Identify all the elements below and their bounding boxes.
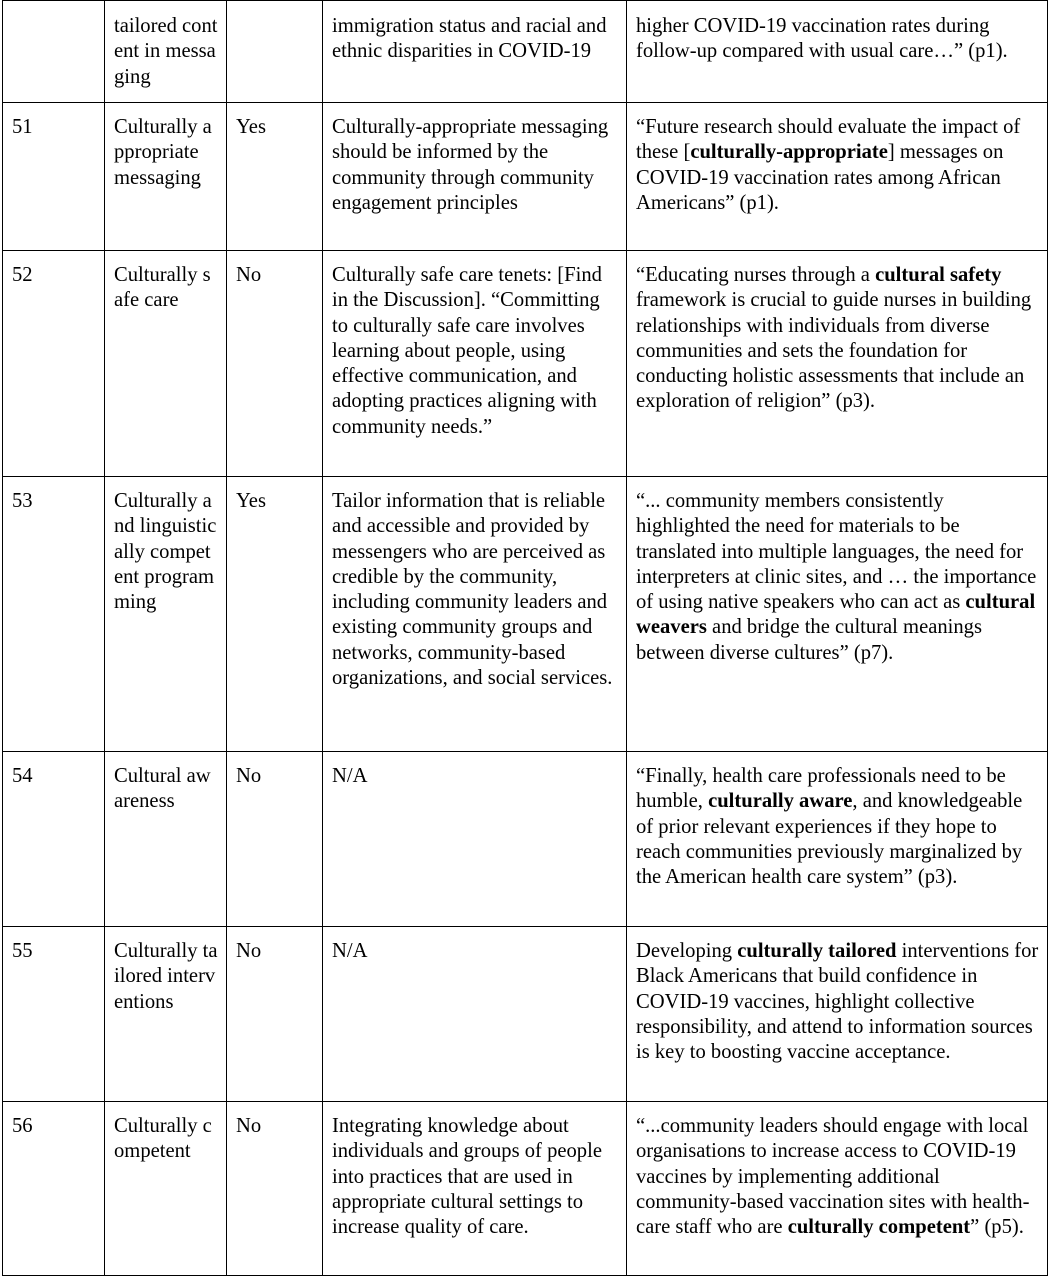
term-cell: Culturally and linguistically competent programming [105,477,227,752]
quote-emphasis: cultural weavers [636,591,1036,639]
quote-emphasis: culturally competent [787,1216,971,1239]
quote-text: “...community leaders should engage with local organisations to increase access to COVID-19 vaccines by implementing additional community-based vaccination sites with health-care staff who are [636,1115,1030,1239]
quote-text: interventions for Black Americans that build confidence in COVID-19 vaccines, highlight collective responsibility, and attend to information sources is key to boosting vaccine acceptance. [636,940,1039,1064]
defined-cell [227,1,323,103]
quote-cell [627,251,1048,477]
quote-emphasis: cultural safety [875,264,1002,286]
table-row [3,251,1048,477]
row-number-cell: 56 [3,1102,105,1276]
quote-cell [627,927,1048,1102]
definition-cell: Tailor information that is reliable and accessible and provided by messengers who are perceived as credible by the community, including community leaders and existing community groups and networks, community-based organizations, and social services. [323,477,627,752]
definition-cell: Integrating knowledge about individuals and groups of people into practices that are used in appropriate cultural settings to increase quality of care. [323,1102,627,1276]
quote-cell [627,752,1048,927]
row-number-cell: 52 [3,251,105,477]
quote-text: higher COVID-19 vaccination rates during follow-up compared with usual care…” (p1). [636,15,1008,63]
definition-cell: immigration status and racial and ethnic disparities in COVID-19 [323,1,627,103]
table-row [3,752,1048,927]
row-number-cell: 51 [3,103,105,251]
row-number-cell: 54 [3,752,105,927]
definition-cell: Culturally safe care tenets: [Find in the Discussion]. “Committing to culturally safe care involves learning about people, using effective communication, and adopting practices aligning with community needs.” [323,251,627,477]
terms-table [2,0,1048,1276]
defined-cell: No [227,927,323,1102]
defined-cell: No [227,752,323,927]
quote-cell [627,1,1048,103]
quote-text: , and knowledgeable of prior relevant experiences if they hope to reach communities previously marginalized by the American health care system” (p3). [636,790,1023,889]
quote-text: and bridge the cultural meanings between diverse cultures” (p7). [636,616,982,664]
definition-cell: N/A [323,752,627,927]
definition-cell: Culturally-appropriate messaging should be informed by the community through community engagement principles [323,103,627,251]
row-number-cell: 53 [3,477,105,752]
definition-cell: N/A [323,927,627,1102]
term-cell: Culturally safe care [105,251,227,477]
quote-cell [627,1102,1048,1276]
quote-text: “Educating nurses through a [636,264,876,286]
term-cell: Culturally appropriate messaging [105,103,227,251]
row-number-cell [3,1,105,103]
quote-text: framework is crucial to guide nurses in building relationships with individuals from diverse communities and sets the foundation for conducting holistic assessments that include an exploration of religion” (p3). [636,289,1032,413]
terms-table-body [3,1,1048,1276]
quote-text: “... community members consistently highlighted the need for materials to be translated into multiple languages, the need for interpreters at clinic sites, and … the importance of using native speakers who can act as [636,490,1037,614]
quote-text: “Finally, health care professionals need to be humble, [636,765,1006,813]
term-cell: Culturally competent [105,1102,227,1276]
quote-text: ] messages on COVID-19 vaccination rates among African Americans” (p1). [636,141,1004,214]
quote-text: ” (p5). [970,1216,1024,1239]
table-row [3,477,1048,752]
row-number-cell: 55 [3,927,105,1102]
term-cell: tailored content in messaging [105,1,227,103]
defined-cell: Yes [227,103,323,251]
table-row [3,1102,1048,1276]
quote-cell [627,103,1048,251]
quote-text: “Future research should evaluate the impact of these [ [636,116,1021,164]
quote-emphasis: culturally tailored [737,940,897,962]
defined-cell: Yes [227,477,323,752]
quote-text: Developing [636,940,738,962]
defined-cell: No [227,251,323,477]
table-row [3,927,1048,1102]
table-row [3,103,1048,251]
defined-cell: No [227,1102,323,1276]
quote-cell [627,477,1048,752]
term-cell: Cultural awareness [105,752,227,927]
table-row [3,1,1048,103]
quote-emphasis: culturally-appropriate [690,141,888,164]
quote-emphasis: culturally aware [708,790,853,813]
term-cell: Culturally tailored interventions [105,927,227,1102]
